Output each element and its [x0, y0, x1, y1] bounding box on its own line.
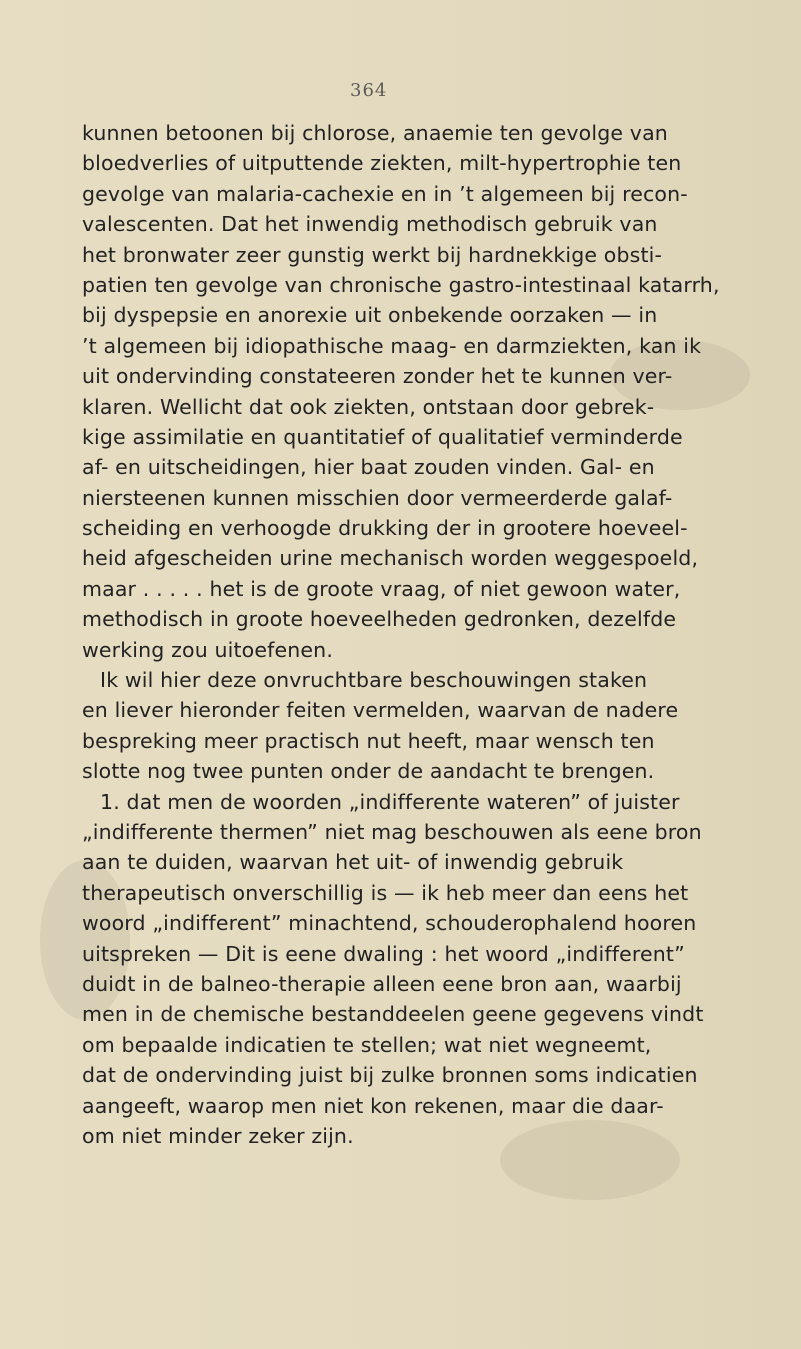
text-line: kige assimilatie en quantitatief of qualitatief verminderde	[82, 424, 683, 449]
text-line: dat de ondervinding juist bij zulke bronnen soms indicatien	[82, 1063, 698, 1088]
text-line: woord „indifferent” minachtend, schouderophalend hooren	[82, 911, 697, 936]
text-line: klaren. Wellicht dat ook ziekten, ontstaan door gebrek-	[82, 394, 655, 419]
page-number: 364	[350, 80, 388, 101]
text-line: bij dyspepsie en anorexie uit onbekende oorzaken — in	[82, 303, 658, 328]
text-line: 1. dat men de woorden „indifferente wateren” of juister	[100, 789, 680, 814]
body-text	[82, 118, 772, 1151]
text-line: om niet minder zeker zijn.	[82, 1123, 354, 1148]
text-line: Ik wil hier deze onvruchtbare beschouwingen staken	[100, 668, 648, 693]
text-line: patien ten gevolge van chronische gastro-intestinaal katarrh,	[82, 272, 720, 297]
text-line: maar . . . . . het is de groote vraag, of niet gewoon water,	[82, 576, 681, 601]
text-line: werking zou uitoefenen.	[82, 637, 333, 662]
text-line: gevolge van malaria-cachexie en in ’t algemeen bij recon-	[82, 181, 688, 206]
text-line: aan te duiden, waarvan het uit- of inwendig gebruik	[82, 850, 624, 875]
text-line: het bronwater zeer gunstig werkt bij hardnekkige obsti-	[82, 242, 663, 267]
text-line: scheiding en verhoogde drukking der in grootere hoeveel-	[82, 516, 688, 541]
text-line: methodisch in groote hoeveelheden gedronken, dezelfde	[82, 607, 677, 632]
text-line: om bepaalde indicatien te stellen; wat niet wegneemt,	[82, 1032, 652, 1057]
text-line: therapeutisch onverschillig is — ik heb meer dan eens het	[82, 880, 689, 905]
text-line: niersteenen kunnen misschien door vermeerderde galaf-	[82, 485, 673, 510]
text-line: bloedverlies of uitputtende ziekten, milt-hypertrophie ten	[82, 151, 682, 176]
text-line: slotte nog twee punten onder de aandacht te brengen.	[82, 759, 655, 784]
text-line: men in de chemische bestanddeelen geene gegevens vindt	[82, 1002, 704, 1027]
text-line: uit ondervinding constateeren zonder het te kunnen ver-	[82, 364, 673, 389]
text-line: aangeeft, waarop men niet kon rekenen, maar die daar-	[82, 1093, 664, 1118]
text-line: kunnen betoonen bij chlorose, anaemie ten gevolge van	[82, 121, 668, 145]
text-line: uitspreken — Dit is eene dwaling : het woord „indifferent”	[82, 941, 685, 966]
text-line: ’t algemeen bij idiopathische maag- en darmziekten, kan ik	[82, 333, 702, 358]
text-line: af- en uitscheidingen, hier baat zouden vinden. Gal- en	[82, 455, 655, 480]
text-line: bespreking meer practisch nut heeft, maar wensch ten	[82, 728, 655, 753]
text-line: en liever hieronder feiten vermelden, waarvan de nadere	[82, 698, 679, 723]
text-line: „indifferente thermen” niet mag beschouwen als eene bron	[82, 819, 702, 844]
text-line: duidt in de balneo-therapie alleen eene bron aan, waarbij	[82, 971, 682, 996]
text-line: heid afgescheiden urine mechanisch worden weggespoeld,	[82, 546, 699, 571]
text-line: valescenten. Dat het inwendig methodisch gebruik van	[82, 212, 658, 237]
